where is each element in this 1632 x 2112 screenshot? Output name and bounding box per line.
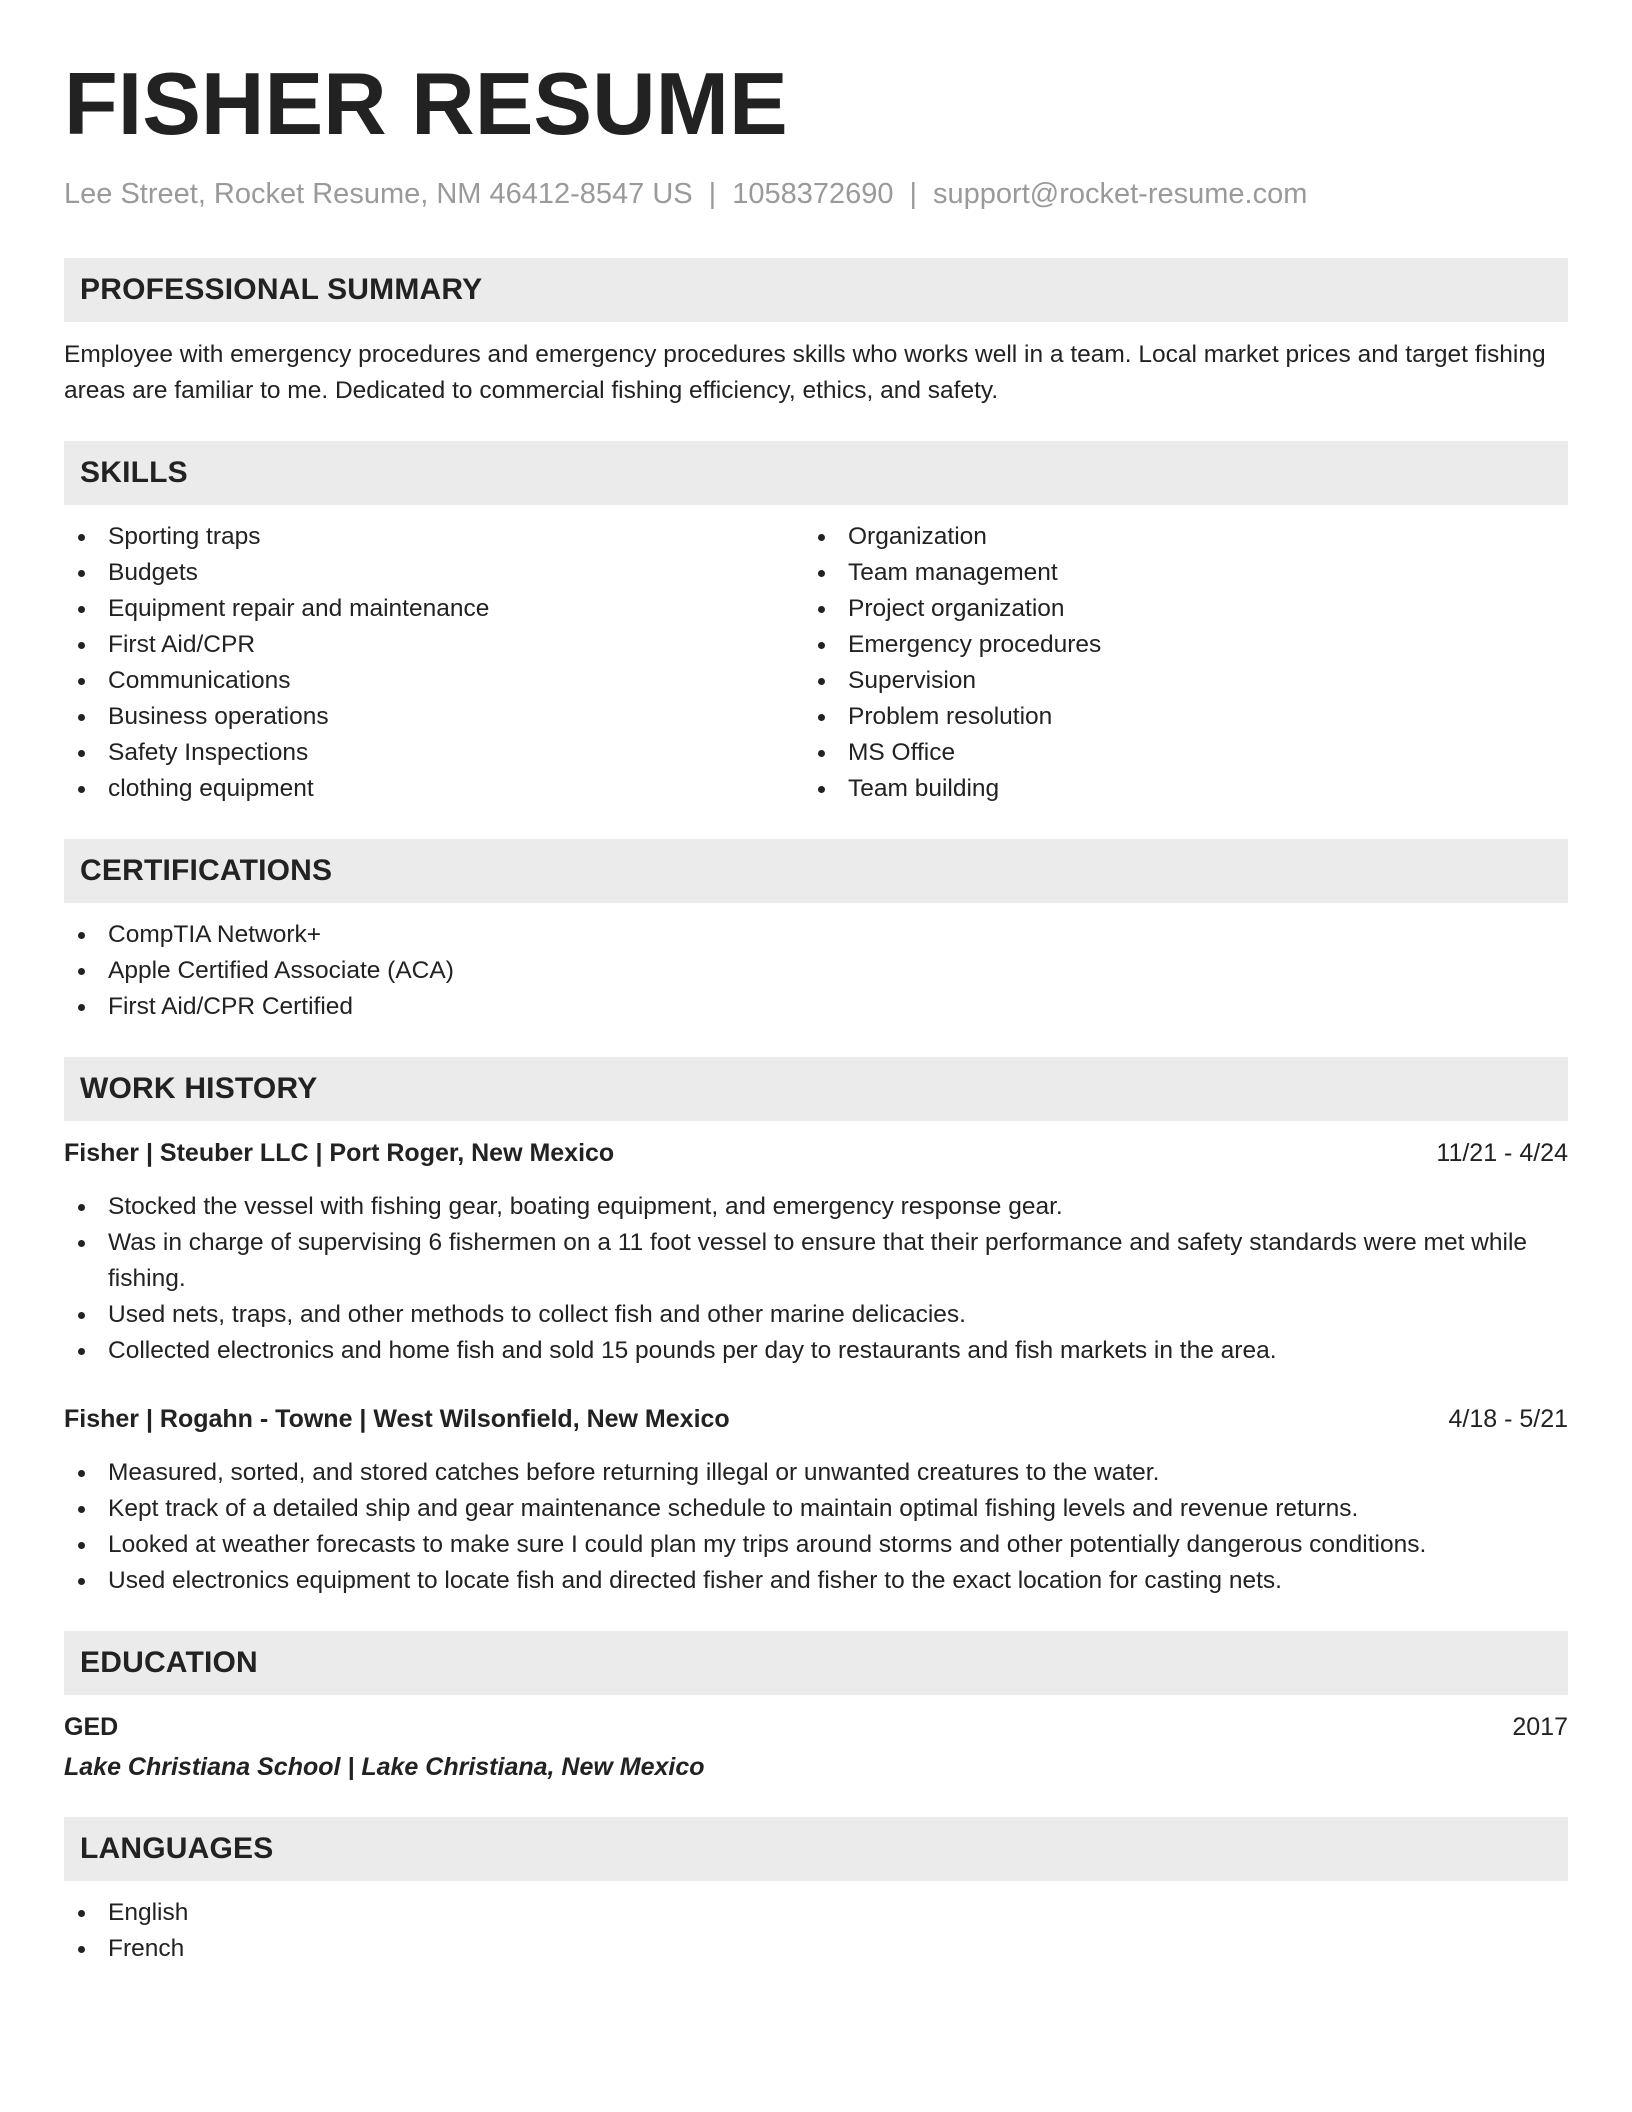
job-bullet: Was in charge of supervising 6 fishermen on a 11 foot vessel to ensure that their performance and safety standards were met while fishing. bbox=[64, 1225, 1568, 1297]
skill-item: Business operations bbox=[64, 699, 804, 735]
summary-text: Employee with emergency procedures and emergency procedures skills who works well in a team. Local market prices and target fishing areas are familiar to me. Dedicated to commercial fishing efficiency, ethics, and safety. bbox=[64, 341, 1546, 404]
skills-columns bbox=[64, 519, 1568, 807]
skills-list-left bbox=[64, 519, 804, 807]
contact-separator: | bbox=[708, 178, 717, 210]
skill-item: Project organization bbox=[804, 591, 1544, 627]
job-header bbox=[64, 1401, 1568, 1437]
skills-list-right bbox=[804, 519, 1544, 807]
skill-item: Supervision bbox=[804, 663, 1544, 699]
job-bullet: Used electronics equipment to locate fish and directed fisher and fisher to the exact location for casting nets. bbox=[64, 1563, 1568, 1599]
skill-item: Emergency procedures bbox=[804, 627, 1544, 663]
languages-list bbox=[64, 1895, 1568, 1967]
skill-item: Team management bbox=[804, 555, 1544, 591]
education-degree: GED bbox=[64, 1713, 119, 1741]
job-header bbox=[64, 1135, 1568, 1171]
skill-item: Sporting traps bbox=[64, 519, 804, 555]
skill-item: Safety Inspections bbox=[64, 735, 804, 771]
job-bullet: Measured, sorted, and stored catches before returning illegal or unwanted creatures to the water. bbox=[64, 1455, 1568, 1491]
work-history-heading: WORK HISTORY bbox=[64, 1057, 1568, 1121]
job-bullet: Collected electronics and home fish and sold 15 pounds per day to restaurants and fish markets in the area. bbox=[64, 1333, 1568, 1369]
language-item: English bbox=[64, 1895, 1568, 1931]
skills-section bbox=[64, 441, 1568, 807]
contact-line bbox=[64, 176, 1568, 212]
job-dates: 4/18 - 5/21 bbox=[1448, 1405, 1568, 1433]
job-bullets bbox=[64, 1189, 1568, 1369]
summary-heading: PROFESSIONAL SUMMARY bbox=[64, 258, 1568, 322]
job-entry bbox=[64, 1135, 1568, 1369]
contact-phone: 1058372690 bbox=[732, 178, 894, 210]
contact-separator: | bbox=[909, 178, 918, 210]
contact-email: support@rocket-resume.com bbox=[933, 178, 1308, 210]
skill-item: Organization bbox=[804, 519, 1544, 555]
language-item: French bbox=[64, 1931, 1568, 1967]
skill-item: First Aid/CPR bbox=[64, 627, 804, 663]
job-bullet: Stocked the vessel with fishing gear, boating equipment, and emergency response gear. bbox=[64, 1189, 1568, 1225]
education-year: 2017 bbox=[1512, 1713, 1568, 1741]
certification-item: Apple Certified Associate (ACA) bbox=[64, 953, 1568, 989]
skill-item: Problem resolution bbox=[804, 699, 1544, 735]
job-dates: 11/21 - 4/24 bbox=[1436, 1139, 1568, 1167]
work-history-section bbox=[64, 1057, 1568, 1599]
education-school: Lake Christiana School | Lake Christiana, New Mexico bbox=[64, 1753, 705, 1781]
certifications-heading: CERTIFICATIONS bbox=[64, 839, 1568, 903]
skill-item: Equipment repair and maintenance bbox=[64, 591, 804, 627]
job-bullet: Kept track of a detailed ship and gear maintenance schedule to maintain optimal fishing levels and revenue returns. bbox=[64, 1491, 1568, 1527]
skill-item: Budgets bbox=[64, 555, 804, 591]
education-heading: EDUCATION bbox=[64, 1631, 1568, 1695]
certifications-list bbox=[64, 917, 1568, 1025]
education-header bbox=[64, 1709, 1568, 1745]
languages-section bbox=[64, 1817, 1568, 1967]
contact-address: Lee Street, Rocket Resume, NM 46412-8547 US bbox=[64, 178, 693, 210]
skill-item: Communications bbox=[64, 663, 804, 699]
job-bullet: Used nets, traps, and other methods to collect fish and other marine delicacies. bbox=[64, 1297, 1568, 1333]
summary-section bbox=[64, 258, 1568, 409]
skill-item: Team building bbox=[804, 771, 1544, 807]
skill-item: clothing equipment bbox=[64, 771, 804, 807]
skills-heading: SKILLS bbox=[64, 441, 1568, 505]
job-title: Fisher | Rogahn - Towne | West Wilsonfield, New Mexico bbox=[64, 1405, 730, 1433]
languages-heading: LANGUAGES bbox=[64, 1817, 1568, 1881]
certifications-section bbox=[64, 839, 1568, 1025]
certification-item: CompTIA Network+ bbox=[64, 917, 1568, 953]
skill-item: MS Office bbox=[804, 735, 1544, 771]
job-bullet: Looked at weather forecasts to make sure I could plan my trips around storms and other potentially dangerous conditions. bbox=[64, 1527, 1568, 1563]
job-title: Fisher | Steuber LLC | Port Roger, New Mexico bbox=[64, 1139, 615, 1167]
certification-item: First Aid/CPR Certified bbox=[64, 989, 1568, 1025]
resume-name: FISHER RESUME bbox=[64, 54, 788, 153]
education-section bbox=[64, 1631, 1568, 1785]
job-entry bbox=[64, 1401, 1568, 1599]
job-bullets bbox=[64, 1455, 1568, 1599]
